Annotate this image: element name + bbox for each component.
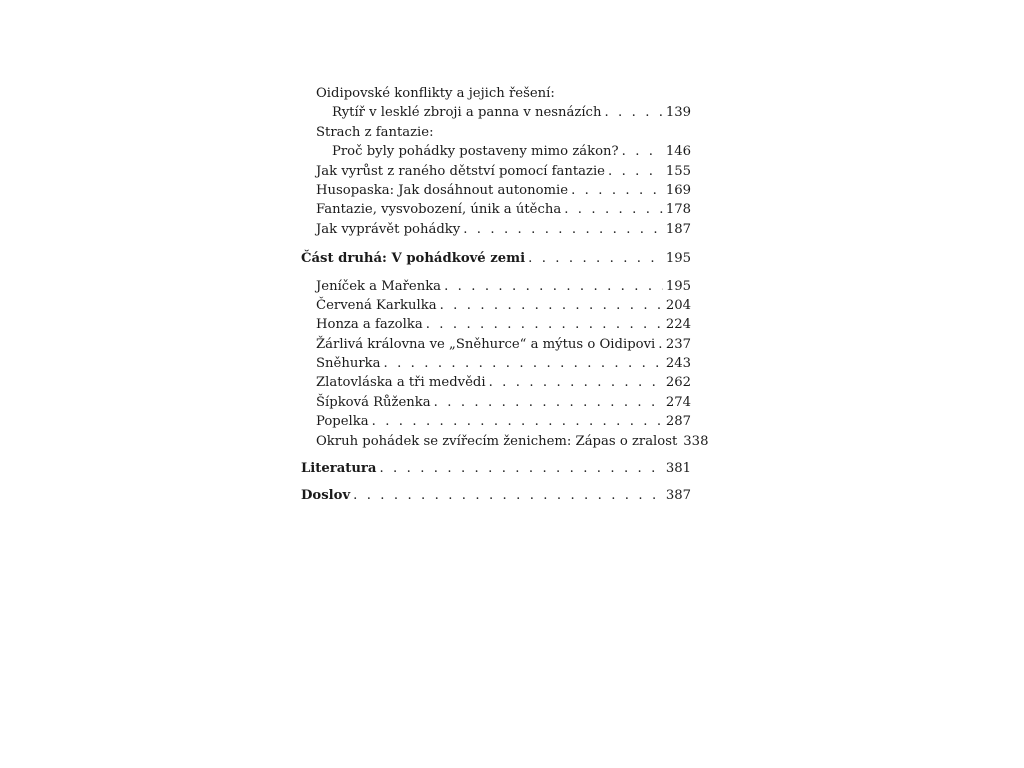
dot-leader (426, 315, 663, 334)
dot-leader (528, 249, 663, 268)
toc-entry-title: Jak vyprávět pohádky (316, 221, 461, 237)
toc-literatura[interactable] (301, 459, 691, 478)
toc-entry[interactable] (301, 393, 691, 412)
dot-leader (440, 296, 663, 315)
toc-page-number: 262 (665, 375, 691, 391)
toc-page-number: 204 (665, 297, 691, 313)
toc-page-number: 155 (665, 163, 691, 179)
toc-part-heading[interactable] (301, 249, 691, 268)
toc-entry-title: Fantazie, vysvobození, únik a útěcha (316, 202, 562, 218)
toc-entry[interactable] (301, 315, 691, 334)
dot-leader (571, 181, 663, 200)
toc-entry-title: Jak vyrůst z raného dětství pomocí fantazie (316, 163, 605, 179)
toc-entry[interactable] (301, 335, 691, 354)
toc-entry-title: Strach z fantazie: (316, 124, 434, 140)
toc-doslov[interactable] (301, 486, 691, 505)
toc-entry[interactable] (301, 432, 709, 451)
toc-entry[interactable] (301, 142, 691, 161)
dot-leader (372, 412, 663, 431)
spacer (301, 478, 691, 486)
dot-leader (353, 486, 663, 505)
toc-page-number: 146 (665, 144, 691, 160)
spacer (301, 451, 691, 459)
toc-entry-title: Popelka (316, 414, 369, 430)
toc-entry-title: Oidipovské konflikty a jejich řešení: (316, 86, 555, 101)
toc-entry-title: Jeníček a Mařenka (316, 278, 442, 294)
toc-entry-title: Šípková Růženka (316, 394, 431, 410)
dot-leader (383, 354, 662, 373)
toc-page-number: 195 (665, 278, 691, 294)
toc-entry[interactable] (301, 103, 691, 122)
toc-page-number: 243 (665, 356, 691, 372)
toc-entry[interactable] (301, 162, 691, 181)
toc-page-number: 169 (665, 182, 691, 198)
toc-entry[interactable] (301, 354, 691, 373)
toc-entry-title: Sněhurka (316, 356, 381, 372)
toc-page-number: 237 (665, 336, 691, 352)
toc-entry-title: Rytíř v lesklé zbroji a panna v nesnázích (332, 105, 602, 121)
toc-entry-title: Červená Karkulka (316, 297, 437, 313)
toc-page-number: 287 (665, 414, 691, 430)
toc-page-number: 274 (665, 394, 691, 410)
dot-leader (608, 162, 663, 181)
spacer (301, 269, 691, 277)
toc-page-number: 338 (683, 433, 709, 449)
dot-leader (604, 103, 662, 122)
toc-entry[interactable] (301, 123, 691, 142)
toc-entry-title: Žárlivá královna ve „Sněhurce“ a mýtus o Oidipovi (316, 336, 656, 352)
dot-leader (489, 373, 663, 392)
dot-leader (564, 200, 663, 219)
toc-entry[interactable] (301, 373, 691, 392)
dot-leader (434, 393, 663, 412)
toc-entry[interactable] (301, 296, 691, 315)
toc-part-title: Část druhá: V pohádkové zemi (301, 251, 526, 267)
toc-entry-title: Zlatovláska a tři medvědi (316, 375, 486, 391)
dot-leader (444, 277, 663, 296)
dot-leader (463, 220, 663, 239)
toc-entry[interactable] (301, 181, 691, 200)
spacer (301, 239, 691, 249)
toc-page-number: 224 (665, 317, 691, 333)
dot-leader (379, 459, 662, 478)
toc-entry-title: Husopaska: Jak dosáhnout autonomie (316, 182, 569, 198)
toc-page-number: 178 (665, 202, 691, 218)
toc-page-number: 387 (665, 488, 691, 504)
toc-page-number: 187 (665, 221, 691, 237)
toc-entry[interactable] (301, 200, 691, 219)
toc-page-number: 195 (665, 251, 691, 267)
toc-entry[interactable] (301, 412, 691, 431)
toc-entry-title: Okruh pohádek se zvířecím ženichem: Zápas o zralost (316, 433, 678, 449)
toc-page-number: 139 (665, 105, 691, 121)
toc-entry[interactable] (301, 84, 691, 103)
toc-entry[interactable] (301, 220, 691, 239)
toc-entry-title: Proč byly pohádky postaveny mimo zákon? (332, 144, 619, 160)
table-of-contents (301, 84, 709, 506)
dot-leader (658, 335, 663, 354)
toc-page-number: 381 (665, 461, 691, 477)
toc-part-title: Doslov (301, 488, 351, 504)
toc-part-title: Literatura (301, 461, 377, 477)
toc-entry-title: Honza a fazolka (316, 317, 423, 333)
dot-leader (622, 142, 663, 161)
toc-entry[interactable] (301, 277, 691, 296)
